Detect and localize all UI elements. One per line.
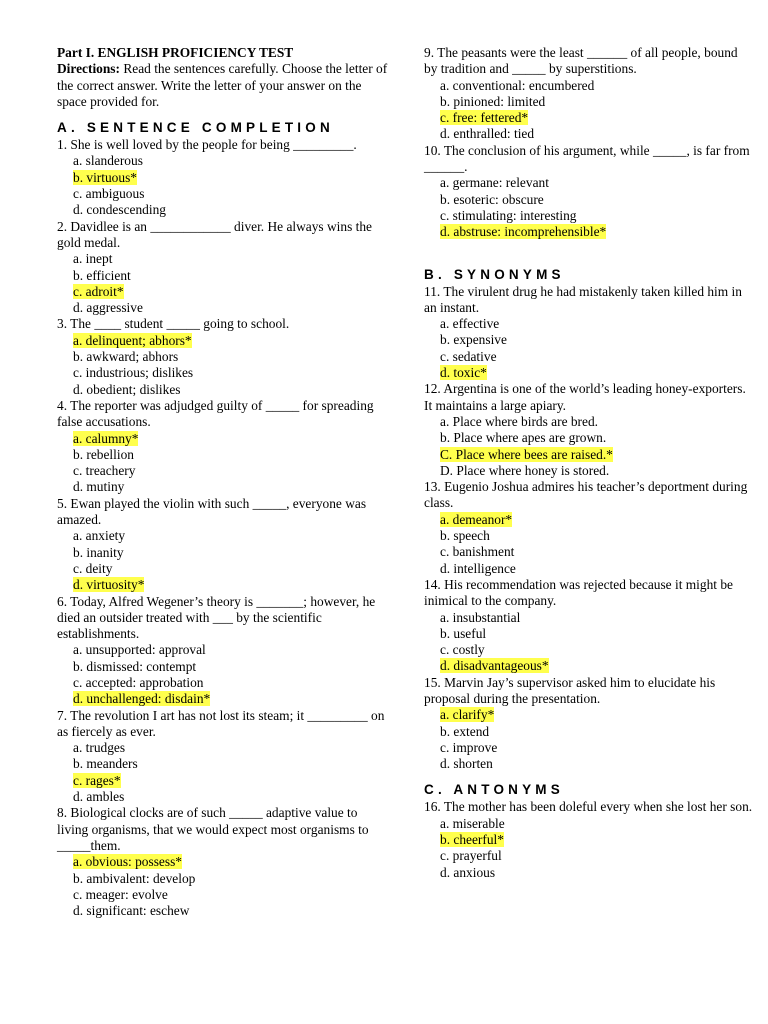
question-7: [57, 708, 392, 806]
section-heading-antonyms: C. ANTONYMS: [424, 782, 564, 798]
option-correct: a. demeanor*: [440, 511, 513, 527]
directions-label: Directions:: [57, 61, 120, 77]
option-correct: a. delinquent; abhors*: [73, 332, 192, 348]
option-correct: d. disadvantageous*: [440, 658, 549, 674]
option: c. meager: evolve: [73, 886, 168, 902]
option: d. condescending: [73, 202, 166, 218]
option: b. meanders: [73, 756, 138, 772]
question-1: [57, 137, 392, 218]
option: d. ambles: [73, 789, 125, 805]
option-correct: a. clarify*: [440, 707, 495, 723]
option-correct: c. free: fettered*: [440, 110, 529, 126]
question-5: [57, 496, 392, 594]
option-correct: d. toxic*: [440, 365, 487, 381]
right-column: [424, 45, 754, 881]
option: b. extend: [440, 723, 490, 739]
left-column: [57, 45, 392, 919]
question-stem: 13. Eugenio Joshua admires his teacher’s deportment during class.: [424, 479, 748, 511]
option-correct: d. virtuosity*: [73, 577, 145, 593]
option: c. ambiguous: [73, 186, 145, 202]
option: d. aggressive: [73, 300, 143, 316]
question-stem: 7. The revolution I art has not lost its steam; it _________ on as fiercely as ever.: [57, 707, 385, 739]
option: c. prayerful: [440, 848, 502, 864]
option: c. accepted: approbation: [73, 674, 204, 690]
option: a. inept: [73, 251, 113, 267]
page-title: Part I. ENGLISH PROFICIENCY TEST: [57, 45, 294, 60]
question-stem: 5. Ewan played the violin with such _____, everyone was amazed.: [57, 495, 367, 528]
question-16: [424, 799, 754, 880]
option: d. mutiny: [73, 479, 125, 495]
directions: [57, 61, 392, 110]
option: c. banishment: [440, 544, 515, 560]
question-stem: 6. Today, Alfred Wegener’s theory is _______; however, he died an outsider treated with ___ by the scientific establishments.: [57, 593, 376, 642]
question-13: [424, 479, 754, 577]
question-stem: 11. The virulent drug he had mistakenly taken killed him in an instant.: [424, 283, 742, 315]
question-8: [57, 805, 392, 919]
question-stem: 12. Argentina is one of the world’s leading honey-exporters. It maintains a large apiary.: [424, 381, 746, 413]
question-12: [424, 381, 754, 479]
option-correct: c. rages*: [73, 772, 121, 788]
option: b. rebellion: [73, 446, 134, 462]
option: d. significant: eschew: [73, 903, 190, 919]
option: a. slanderous: [73, 153, 143, 169]
option: c. stimulating: interesting: [440, 207, 577, 223]
option-correct: b. cheerful*: [440, 832, 504, 848]
question-14: [424, 577, 754, 675]
option: c. sedative: [440, 348, 497, 364]
option: b. dismissed: contempt: [73, 658, 197, 674]
option: b. efficient: [73, 267, 131, 283]
question-stem: 14. His recommendation was rejected because it might be inimical to the company.: [424, 576, 733, 609]
question-9: [424, 45, 754, 143]
option: b. pinioned: limited: [440, 93, 546, 109]
option-correct: b. virtuous*: [73, 169, 137, 185]
option: a. insubstantial: [440, 609, 521, 625]
spacer: [424, 241, 754, 257]
option: a. Place where birds are bred.: [440, 413, 599, 429]
question-stem: 3. The ____ student _____ going to school.: [57, 316, 290, 332]
question-stem: 1. She is well loved by the people for being _________.: [57, 137, 357, 153]
option: a. miserable: [440, 815, 505, 831]
option: b. useful: [440, 625, 487, 641]
option-correct: c. adroit*: [73, 283, 124, 299]
question-stem: 15. Marvin Jay’s supervisor asked him to elucidate his proposal during the presentation.: [424, 674, 716, 706]
option-correct: C. Place where bees are raised.*: [440, 446, 613, 462]
question-stem: 9. The peasants were the least ______ of all people, bound by tradition and _____ by superstitions.: [424, 45, 738, 77]
question-stem: 8. Biological clocks are of such _____ adaptive value to living organisms, that we would expect most organisms to _____them.: [57, 805, 369, 853]
option: d. enthralled: tied: [440, 126, 535, 142]
question-2: [57, 219, 392, 317]
question-10: [424, 143, 754, 241]
option: d. obedient; dislikes: [73, 381, 181, 397]
question-stem: 2. Davidlee is an ____________ diver. He always wins the gold medal.: [57, 218, 372, 250]
option: d. anxious: [440, 864, 496, 880]
question-6: [57, 594, 392, 708]
option: d. shorten: [440, 756, 493, 772]
option: b. Place where apes are grown.: [440, 430, 607, 446]
option: d. intelligence: [440, 560, 516, 576]
option: c. deity: [73, 560, 113, 576]
question-11: [424, 284, 754, 382]
option: a. unsupported: approval: [73, 642, 206, 658]
option-correct: d. unchallenged: disdain*: [73, 691, 211, 707]
option: a. anxiety: [73, 528, 126, 544]
option-correct: a. calumny*: [73, 430, 139, 446]
directions-text: Read the sentences carefully. Choose the letter of the correct answer. Write the letter of your answer on the space provided for.: [57, 61, 388, 109]
option: a. effective: [440, 316, 500, 332]
option: b. inanity: [73, 544, 124, 560]
option: D. Place where honey is stored.: [440, 462, 610, 478]
option-correct: d. abstruse: incomprehensible*: [440, 224, 607, 240]
question-4: [57, 398, 392, 496]
option-correct: a. obvious: possess*: [73, 854, 182, 870]
option: c. costly: [440, 642, 485, 658]
option: b. esoteric: obscure: [440, 191, 544, 207]
section-heading-sentence-completion: A. SENTENCE COMPLETION: [57, 120, 334, 136]
question-15: [424, 675, 754, 773]
option: b. speech: [440, 528, 490, 544]
option: a. conventional: encumbered: [440, 77, 595, 93]
section-heading-synonyms: B. SYNONYMS: [424, 266, 565, 282]
option: c. improve: [440, 739, 498, 755]
option: b. awkward; abhors: [73, 349, 179, 365]
option: b. expensive: [440, 332, 507, 348]
question-stem: 16. The mother has been doleful every when she lost her son.: [424, 799, 753, 815]
option: c. treachery: [73, 463, 136, 479]
question-3: [57, 316, 392, 397]
option: a. trudges: [73, 740, 126, 756]
option: a. germane: relevant: [440, 175, 549, 191]
option: b. ambivalent: develop: [73, 870, 196, 886]
option: c. industrious; dislikes: [73, 365, 194, 381]
question-stem: 10. The conclusion of his argument, while _____, is far from ______.: [424, 142, 750, 175]
question-stem: 4. The reporter was adjudged guilty of _____ for spreading false accusations.: [57, 397, 374, 430]
